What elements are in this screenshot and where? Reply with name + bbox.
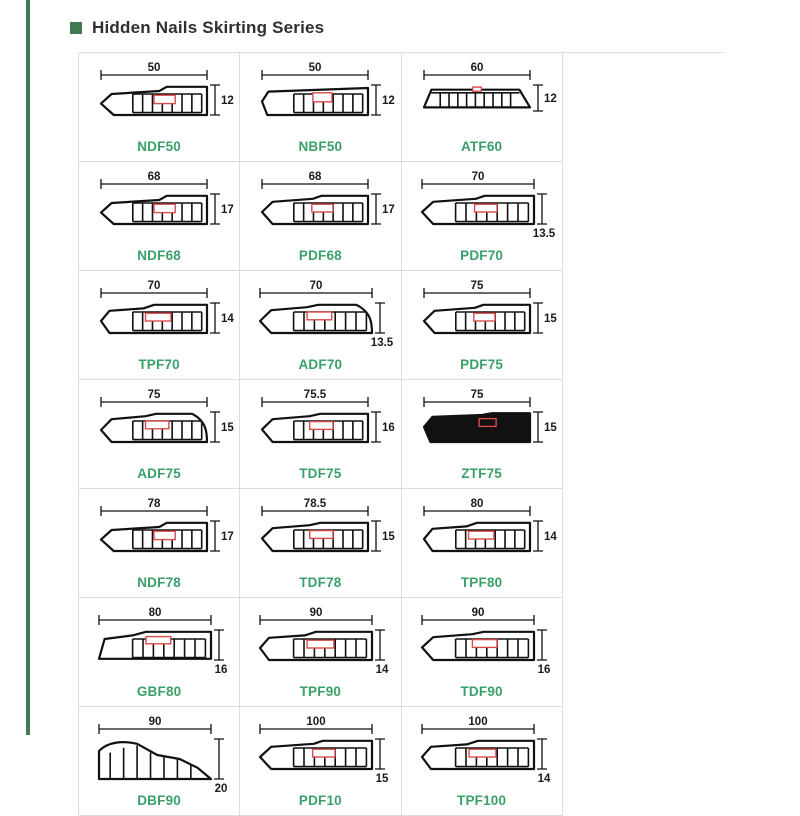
product-cell[interactable] xyxy=(240,162,401,271)
profile-drawing xyxy=(79,275,240,351)
product-code: ZTF75 xyxy=(461,466,502,481)
height-label: 14 xyxy=(375,664,389,676)
product-code: PDF68 xyxy=(298,248,342,263)
profile-drawing xyxy=(79,166,240,242)
height-dimension-line xyxy=(210,303,220,333)
height-label: 15 xyxy=(543,313,557,325)
product-cell[interactable] xyxy=(402,380,563,489)
clip-detail xyxy=(146,637,171,644)
product-cell[interactable] xyxy=(240,489,401,598)
width-label: 78.5 xyxy=(304,498,327,510)
height-dimension-line xyxy=(210,412,220,442)
height-label: 14 xyxy=(537,773,550,785)
height-label: 17 xyxy=(221,531,234,543)
product-code: NDF78 xyxy=(137,575,181,590)
profile-outline xyxy=(99,742,211,779)
width-label: 80 xyxy=(470,498,483,510)
profile-drawing xyxy=(79,384,240,460)
profile-drawing xyxy=(79,711,240,795)
profile-drawing xyxy=(402,166,563,242)
height-label: 14 xyxy=(543,531,557,543)
product-cell[interactable] xyxy=(402,489,563,598)
height-dimension-line xyxy=(533,412,543,442)
height-label: 12 xyxy=(382,95,396,107)
width-label: 70 xyxy=(147,280,161,292)
height-dimension-line xyxy=(371,412,381,442)
height-dimension-line xyxy=(533,85,543,111)
width-label: 100 xyxy=(467,716,488,728)
product-code: ATF60 xyxy=(460,139,503,154)
product-cell[interactable] xyxy=(79,162,240,271)
profile-drawing xyxy=(402,711,563,787)
section-marker-icon xyxy=(70,22,82,34)
height-label: 16 xyxy=(382,422,396,434)
clip-detail xyxy=(479,419,496,427)
clip-detail xyxy=(472,87,480,91)
clip-detail xyxy=(146,421,169,429)
height-dimension-line xyxy=(375,739,385,769)
height-label: 15 xyxy=(543,422,557,434)
clip-detail xyxy=(472,640,497,648)
product-grid xyxy=(78,52,723,816)
width-label: 90 xyxy=(309,607,323,619)
product-cell[interactable] xyxy=(79,598,240,707)
product-code: GBF80 xyxy=(136,684,182,699)
width-label: 75 xyxy=(147,389,161,401)
product-cell[interactable] xyxy=(240,380,401,489)
profile-outline xyxy=(424,413,530,442)
product-code: TDF75 xyxy=(299,466,342,481)
product-code: PDF70 xyxy=(460,248,504,263)
height-dimension-line xyxy=(537,630,547,660)
width-label: 90 xyxy=(148,716,162,728)
product-cell[interactable] xyxy=(240,707,401,816)
product-cell[interactable] xyxy=(402,707,563,816)
width-label: 70 xyxy=(471,171,484,183)
height-dimension-line xyxy=(214,630,224,660)
height-label: 12 xyxy=(221,95,234,107)
height-label: 13.5 xyxy=(532,228,555,240)
left-accent-band xyxy=(0,0,30,735)
profile-drawing xyxy=(240,711,401,787)
width-label: 80 xyxy=(148,607,162,619)
height-dimension-line xyxy=(537,739,547,769)
height-label: 13.5 xyxy=(371,337,394,349)
height-dimension-line xyxy=(371,521,381,551)
product-code: TDF90 xyxy=(460,684,503,699)
height-label: 17 xyxy=(221,204,234,216)
product-cell[interactable] xyxy=(79,380,240,489)
clip-detail xyxy=(146,313,171,321)
product-cell[interactable] xyxy=(240,53,401,162)
height-label: 16 xyxy=(537,664,550,676)
product-code: NDF68 xyxy=(137,248,181,263)
height-dimension-line xyxy=(371,194,381,224)
width-label: 90 xyxy=(471,607,484,619)
product-code: TPF100 xyxy=(457,793,507,808)
height-label: 16 xyxy=(214,664,228,676)
profile-drawing xyxy=(79,493,240,569)
height-dimension-line xyxy=(210,194,220,224)
product-code: PDF10 xyxy=(298,793,342,808)
profile-drawing xyxy=(240,602,401,678)
height-dimension-line xyxy=(537,194,547,224)
height-dimension-line xyxy=(210,85,220,115)
profile-drawing xyxy=(402,57,563,133)
product-cell[interactable] xyxy=(402,162,563,271)
profile-drawing xyxy=(402,275,563,351)
clip-detail xyxy=(473,313,494,321)
width-label: 70 xyxy=(309,280,323,292)
product-code: ADF70 xyxy=(298,357,343,372)
height-label: 15 xyxy=(221,422,234,434)
width-label: 75.5 xyxy=(304,389,327,401)
profile-drawing xyxy=(79,602,240,678)
product-cell[interactable] xyxy=(79,489,240,598)
clip-detail xyxy=(313,93,332,102)
height-dimension-line xyxy=(533,303,543,333)
product-cell[interactable] xyxy=(79,53,240,162)
height-dimension-line xyxy=(375,630,385,660)
product-code: TPF80 xyxy=(460,575,503,590)
clip-detail xyxy=(154,95,175,103)
product-code: TPF90 xyxy=(299,684,342,699)
width-label: 78 xyxy=(147,498,161,510)
height-dimension-line xyxy=(375,303,385,333)
product-code: NBF50 xyxy=(298,139,343,154)
clip-detail xyxy=(307,640,334,648)
height-dimension-line xyxy=(533,521,543,551)
height-label: 17 xyxy=(382,204,396,216)
profile-drawing xyxy=(240,57,401,133)
clip-detail xyxy=(154,531,175,539)
clip-detail xyxy=(310,531,333,539)
product-cell[interactable] xyxy=(240,598,401,707)
content-area xyxy=(40,0,800,808)
clip-detail xyxy=(468,531,493,539)
width-label: 75 xyxy=(470,389,483,401)
profile-drawing xyxy=(402,493,563,569)
profile-drawing xyxy=(240,493,401,569)
product-code: PDF75 xyxy=(460,357,504,372)
height-dimension-line xyxy=(371,85,381,115)
profile-drawing xyxy=(402,602,563,678)
product-cell[interactable] xyxy=(79,271,240,380)
section-header xyxy=(40,0,800,52)
profile-drawing xyxy=(240,384,401,460)
width-label: 68 xyxy=(308,171,322,183)
profile-drawing xyxy=(402,384,563,460)
width-label: 68 xyxy=(147,171,161,183)
width-label: 50 xyxy=(147,62,161,74)
product-cell[interactable] xyxy=(240,271,401,380)
height-label: 15 xyxy=(382,531,396,543)
product-cell[interactable] xyxy=(402,53,563,162)
product-code: ADF75 xyxy=(137,466,181,481)
height-label: 14 xyxy=(221,313,234,325)
product-code: DBF90 xyxy=(137,793,181,808)
product-cell[interactable] xyxy=(79,707,240,816)
height-label: 20 xyxy=(214,783,228,795)
clip-detail xyxy=(154,204,175,212)
product-code: TDF78 xyxy=(299,575,342,590)
clip-detail xyxy=(307,312,332,320)
product-code: TPF70 xyxy=(138,357,180,372)
profile-drawing xyxy=(240,166,401,242)
profile-drawing xyxy=(240,275,401,351)
width-label: 60 xyxy=(470,62,483,74)
clip-detail xyxy=(474,204,496,212)
clip-detail xyxy=(469,749,496,757)
clip-detail xyxy=(313,749,335,757)
height-dimension-line xyxy=(214,739,224,779)
width-label: 50 xyxy=(308,62,322,74)
product-cell[interactable] xyxy=(402,271,563,380)
product-cell[interactable] xyxy=(402,598,563,707)
height-label: 15 xyxy=(375,773,389,785)
height-label: 12 xyxy=(543,93,557,105)
width-label: 75 xyxy=(470,280,483,292)
height-dimension-line xyxy=(210,521,220,551)
profile-drawing xyxy=(79,57,240,133)
page-title: Hidden Nails Skirting Series xyxy=(92,18,325,37)
clip-detail xyxy=(312,204,333,212)
product-code: NDF50 xyxy=(137,139,181,154)
width-label: 100 xyxy=(306,716,326,728)
clip-detail xyxy=(310,422,333,430)
